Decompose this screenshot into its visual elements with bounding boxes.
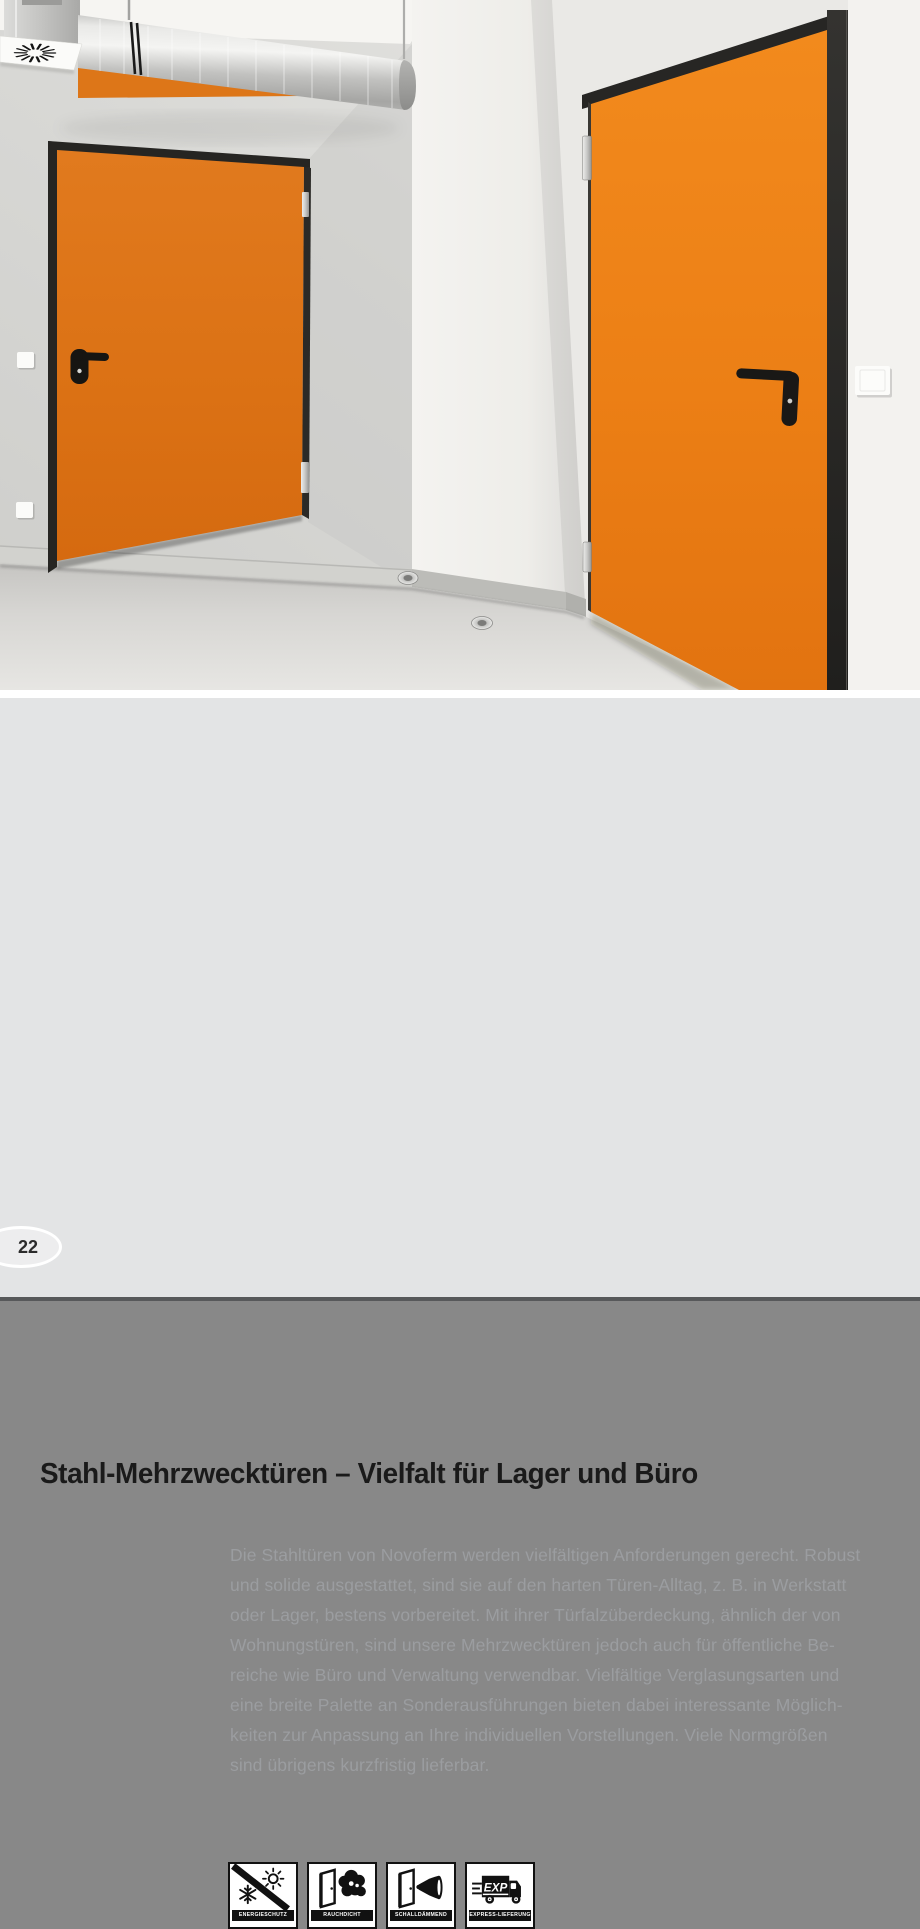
horn-icon: [416, 1876, 442, 1899]
badge-rauchdicht: [307, 1862, 377, 1929]
right-door-leaf: [591, 30, 827, 690]
light-switch: [16, 502, 35, 520]
body-paragraph: [230, 1540, 900, 1780]
left-door: [48, 141, 311, 573]
speed-lines: [472, 1884, 482, 1894]
left-door-frame-left: [48, 141, 57, 573]
feature-badges: [228, 1862, 544, 1929]
badge-energieschutz: [228, 1862, 298, 1929]
floor-drain: [472, 617, 493, 630]
page-number: 22: [4, 1237, 38, 1258]
far-right-wall: [848, 0, 920, 690]
body-line: keiten zur Anpassung an Ihre individuellen Vorstellungen. Viele Normgrößen: [230, 1720, 900, 1750]
badge-express-lieferung: [465, 1862, 535, 1929]
body-line: eine breite Palette an Sonderausführungen bieten dabei interessante Möglich-: [230, 1690, 900, 1720]
body-line: Wohnungstüren, sind unsere Mehrzwecktüren jedoch auch für öffentliche Be-: [230, 1630, 900, 1660]
door-smoke-icon: [311, 1866, 368, 1909]
snowflake-sun-energy-icon: [232, 1866, 289, 1909]
truck-exp-text: EXP: [484, 1881, 508, 1894]
body-line: und solide ausgestattet, sind sie auf den harten Türen-Alltag, z. B. in Werkstatt: [230, 1570, 900, 1600]
hinge: [583, 542, 592, 572]
floor-drain: [398, 572, 418, 585]
badge-schalldaemmend: [386, 1862, 456, 1929]
light-switch: [855, 366, 892, 398]
badge-label: SCHALLDÄMMEND: [390, 1910, 452, 1921]
content-section: [0, 698, 920, 1301]
badge-label: ENERGIESCHUTZ: [232, 1910, 294, 1921]
body-line: sind übrigens kurzfristig lieferbar.: [230, 1750, 900, 1780]
hinge: [301, 462, 309, 493]
badge-label: EXPRESS-LIEFERUNG: [469, 1910, 531, 1921]
duct-shadow: [60, 112, 400, 144]
right-door-frame-right: [827, 10, 848, 690]
hinge: [302, 192, 309, 217]
right-door: [582, 10, 848, 690]
snowflake-icon: [240, 1886, 255, 1904]
sun-icon: [263, 1868, 284, 1889]
body-line: oder Lager, bestens vorbereitet. Mit ihrer Türfalzüberdeckung, ähnlich der von: [230, 1600, 900, 1630]
light-switch: [17, 352, 36, 370]
keyhole: [77, 369, 81, 373]
body-line: Die Stahltüren von Novoferm werden vielfältigen Anforderungen gerecht. Robust: [230, 1540, 900, 1570]
door-horn-icon: [390, 1866, 447, 1909]
body-line: reiche wie Büro und Verwaltung verwendbar. Vielfältige Verglasungsarten und: [230, 1660, 900, 1690]
page-title: Stahl-Mehrzwecktüren – Vielfalt für Lager und Büro: [40, 1458, 698, 1491]
hinge: [583, 136, 592, 180]
badge-label: RAUCHDICHT: [311, 1910, 373, 1921]
page-bottom-edge: [0, 1297, 920, 1301]
room-photo: [0, 0, 920, 690]
photo-divider: [0, 690, 920, 698]
express-truck-icon: [469, 1866, 526, 1909]
